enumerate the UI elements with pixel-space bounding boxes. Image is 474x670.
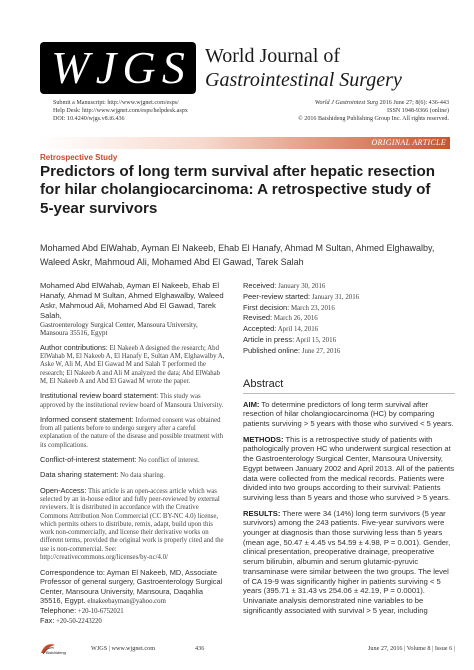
date-value: January 31, 2016 — [310, 293, 360, 301]
abstract-text: This is a retrospective study of patients with pathologically proven HC who underwent surgical resection at the Gastroenterology Surgical Center, Mansoura University, Egypt between January 2002 and April 2013. All of the patients data were collected from the medical records. Patients were divided into two groups according to their survival: Patients surviving less than 5 years and those who survived > 5 years. — [243, 434, 455, 502]
consent-statement — [40, 416, 226, 450]
abstract-text: There were 34 (14%) long term survivors (5 year survivors) among the 243 patients. Five-year survivors were younger at diagnosis than those surviving less than 5 years (mean age, 50.47 ± 4.45 vs 54.59 ± 4.98, P = 0.001). Gender, clinical presentation, preoperative drainage, preoperative serum bilirubin, albumin and serum glutamic-pyruvic transaminase were similar between the two groups. The level of CA 19-9 was significantly higher in patients surviving < 5 years (395.71 ± 31.43 vs 254.06 ± 42.19, P = 0.0001). Univariate analysis demonstrated nine variables to be significantly associated with survival > 5 year, including — [243, 508, 451, 615]
open-access-statement — [40, 487, 226, 563]
issn-text: ISSN 1948-9366 (online) — [387, 108, 449, 115]
manuscript-info — [53, 99, 188, 124]
data-sharing-statement — [40, 471, 226, 480]
date-row — [243, 292, 455, 303]
note-label: Data sharing statement: — [40, 470, 119, 480]
abstract-results — [243, 509, 455, 616]
journal-name-line1: World Journal of — [205, 45, 341, 67]
date-value: June 27, 2016 — [300, 347, 341, 355]
correspondence-author — [40, 568, 226, 605]
date-value: April 15, 2016 — [294, 336, 337, 344]
correspondence-name: Ayman El Nakeeb, MD, Associate Professor of general surgery, Gastroenterology Surgical Center, Mansoura University, Mansoura, Daqahlia 35516, Egypt. — [40, 568, 223, 605]
fax-line — [40, 616, 226, 626]
citation-info — [298, 99, 449, 124]
article-type-label: ORIGINAL ARTICLE — [371, 138, 446, 147]
abstract-divider — [243, 393, 455, 394]
footer-issue: June 27, 2016 | Volume 8 | Issue 6 | — [367, 645, 455, 652]
telephone-value: +20-10-6752021 — [76, 607, 124, 615]
date-row — [243, 335, 455, 346]
date-label: Peer-review started: — [243, 291, 311, 301]
citation-rest: 2016 June 27; 8(6): 436-443 — [378, 100, 449, 106]
submit-link[interactable]: Submit a Manuscript: http://www.wjgnet.com/esps/ — [53, 100, 179, 106]
fax-value: +20-50-2243220 — [54, 617, 102, 625]
note-text: Informed consent was obtained from all patients before to undergo surgery after a careful explanation of the nature of the disease and possible treatment with its complications. — [40, 416, 224, 449]
telephone-line — [40, 606, 226, 616]
right-column — [243, 281, 455, 615]
abstract-label: RESULTS: — [243, 508, 281, 518]
article-dates — [243, 281, 455, 357]
journal-name-line2: Gastrointestinal Surgery — [205, 69, 402, 91]
date-value: March 26, 2016 — [272, 315, 318, 323]
date-value: March 23, 2016 — [289, 304, 335, 312]
date-label: Received: — [243, 281, 277, 290]
date-label: Revised: — [243, 313, 273, 323]
logo-letter: J — [95, 42, 117, 93]
logo-letter: W — [51, 42, 90, 93]
date-row — [243, 303, 455, 314]
page-number: 436 — [195, 645, 205, 652]
publisher-name: Baishideng — [46, 650, 66, 655]
date-label: Article in press: — [243, 334, 295, 344]
note-text: No data sharing. — [118, 472, 165, 480]
date-label: Published online: — [243, 345, 301, 355]
note-text: El Nakeeb A designed the research; Abd ElWahab M, El Nakeeb A, El Hanafy E, Sultan AM, Elghawalby A, Aske W, Ali M, Abd El Gawad M and Salah T performed the research; El Nakeeb A and Ali M analyzed the data; Abd ElWahab M, El Nakeeb A and Abd El Gawad M wrote the paper. — [40, 344, 225, 385]
coi-statement — [40, 456, 226, 465]
abstract-heading: Abstract — [243, 377, 284, 390]
date-row — [243, 281, 455, 292]
author-list: Mohamed Abd ElWahab, Ayman El Nakeeb, Ehab El Hanafy, Ahmad M Sultan, Ahmed Elghawalby, Waleed Askr, Mahmoud Ali, Mohamed Abd El Gawad, Tarek Salah — [40, 243, 435, 267]
date-value: April 14, 2016 — [276, 326, 319, 334]
correspondence-email[interactable]: elnakeebayman@yahoo.com — [85, 597, 166, 605]
copyright-text: © 2016 Baishideng Publishing Group Inc. All rights reserved. — [298, 116, 449, 123]
article-title: Predictors of long term survival after hepatic resection for hilar cholangiocarcinoma: A retrospective study of 5-year survivors — [40, 163, 435, 217]
affiliation-names: Mohamed Abd ElWahab, Ayman El Nakeeb, Ehab El Hanafy, Ahmad M Sultan, Ahmed Elghawalby, Waleed Askr, Mahmoud Ali, Mohamed Abd El Gawad, Tarek Salah, — [40, 281, 224, 320]
abstract-label: METHODS: — [243, 434, 284, 444]
note-text: No conflict of interest. — [136, 457, 200, 465]
section-tag: Retrospective Study — [40, 153, 118, 162]
date-row — [243, 313, 455, 324]
citation-line — [298, 99, 449, 107]
note-label: Open-Access: — [40, 485, 87, 495]
page-footer — [40, 642, 455, 658]
correspondence-label: Correspondence to: — [40, 568, 105, 578]
date-row — [243, 324, 455, 335]
telephone-label: Telephone: — [40, 605, 77, 615]
affiliation — [40, 281, 226, 338]
irb-statement — [40, 392, 226, 410]
note-text: This study was approved by the institutional review board of Mansoura University. — [40, 393, 224, 409]
citation-journal: World J Gastrointest Surg — [314, 100, 379, 106]
affiliation-place: Gastroenterology Surgical Center, Mansoura University, Mansoura 35516, Egypt — [40, 320, 198, 338]
abstract-label: AIM: — [243, 399, 260, 409]
correspondence — [40, 568, 226, 626]
footer-site[interactable]: WJGS | www.wjgnet.com — [91, 645, 156, 652]
logo-letter: G — [122, 42, 156, 93]
author-contributions — [40, 344, 226, 386]
logo-letter: S — [161, 42, 185, 93]
note-text: This article is an open-access article which was selected by an in-house editor and fully peer-reviewed by external reviewers. It is distributed in accordance with the Creative Commons Attribution Non Commercial (CC BY-NC 4.0) license, which permits others to distribute, remix, adapt, build upon this work non-commercially, and license their derivative works on different terms, provided the original work is properly cited and the use is non-commercial. See: http://creativecommons.org/licenses/by-nc/4.0/ — [40, 487, 224, 562]
journal-name — [205, 44, 445, 92]
doi-text: DOI: 10.4240/wjgs.v8.i6.436 — [53, 116, 125, 123]
note-label: Institutional review board statement: — [40, 391, 159, 401]
date-label: First decision: — [243, 302, 290, 312]
date-row — [243, 346, 455, 357]
fax-label: Fax: — [40, 615, 55, 625]
journal-logo — [40, 42, 196, 94]
article-type-bar — [40, 137, 450, 149]
date-value: January 30, 2016 — [276, 283, 326, 290]
left-column — [40, 281, 226, 626]
note-label: Conflict-of-interest statement: — [40, 455, 137, 465]
abstract-text: To determine predictors of long term survival after resection of hilar cholangiocarcinoma (HC) by comparing patients surviving > 5 years with those who survived < 5 years. — [243, 399, 454, 428]
note-label: Informed consent statement: — [40, 414, 134, 424]
help-desk-link[interactable]: Help Desk: http://www.wjgnet.com/esps/helpdesk.aspx — [53, 108, 188, 115]
date-label: Accepted: — [243, 324, 277, 334]
abstract-aim — [243, 400, 455, 429]
abstract-methods — [243, 435, 455, 503]
note-label: Author contributions: — [40, 342, 108, 352]
